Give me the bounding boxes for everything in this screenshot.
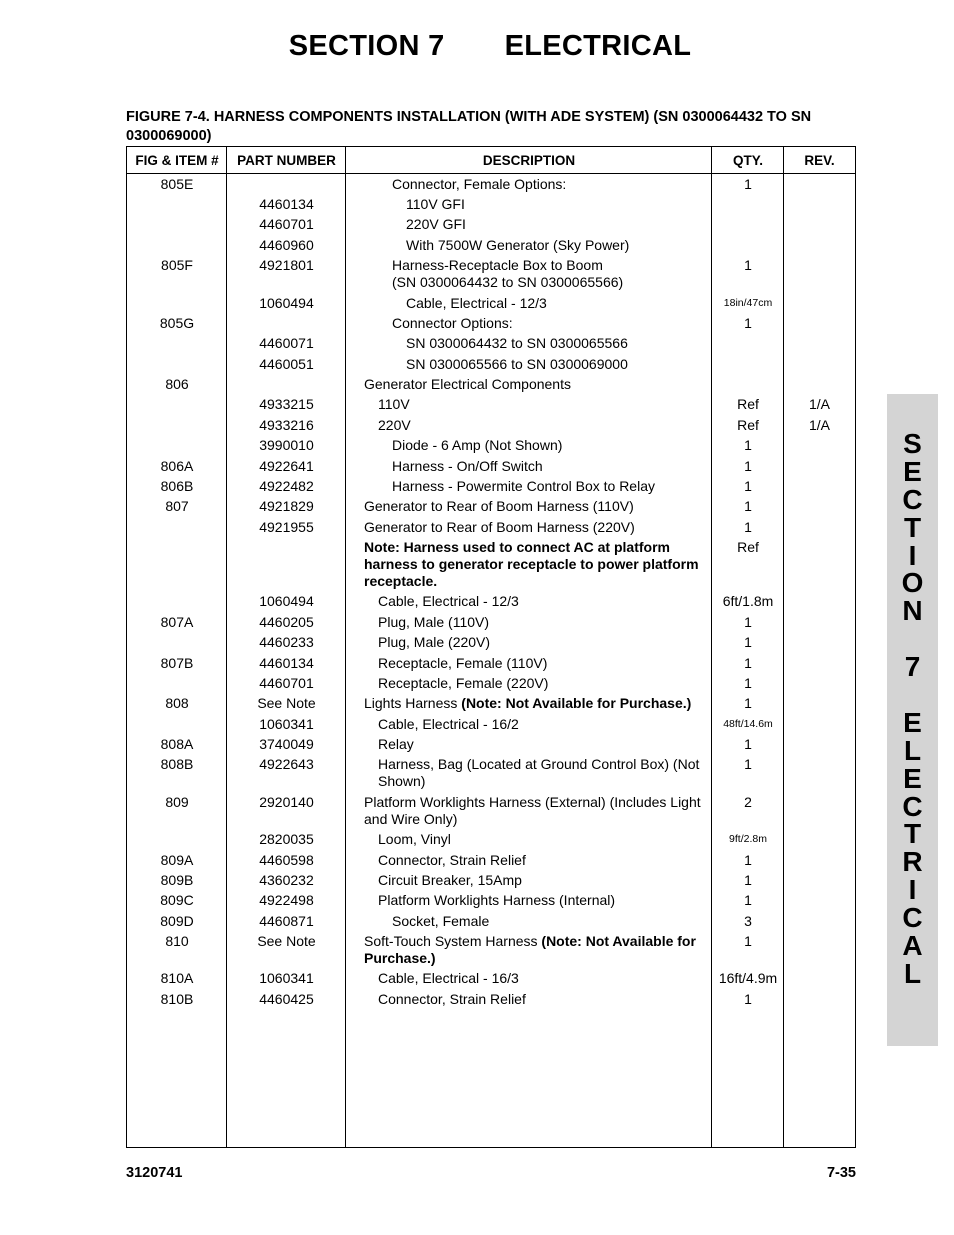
fig-item-cell: 810A [160, 970, 194, 987]
table-row [127, 215, 855, 235]
description-text: Receptacle, Female (110V) [378, 654, 548, 671]
description-cell [346, 478, 712, 495]
rev-cell [784, 892, 855, 909]
rev-cell [784, 519, 855, 536]
description-text: Generator to Rear of Boom Harness (220V) [364, 518, 635, 535]
table-row [127, 830, 855, 850]
description-cell [346, 831, 712, 848]
qty-cell: 1 [744, 695, 752, 712]
fig-item-cell: 808A [160, 736, 194, 753]
description-cell [346, 991, 712, 1008]
table-row [127, 633, 855, 653]
fig-item-cell: 809C [160, 892, 194, 909]
qty-cell: 48ft/14.6m [723, 717, 773, 730]
part-number-cell: 4460051 [259, 355, 314, 372]
rev-cell [784, 675, 855, 692]
table-row [127, 911, 855, 931]
rev-cell [784, 736, 855, 753]
side-tab-letter: N [902, 595, 923, 627]
description-cell [346, 437, 712, 454]
description-text: With 7500W Generator (Sky Power) [406, 236, 630, 253]
qty-cell: 1 [744, 314, 752, 331]
description-text: Connector, Strain Relief [378, 990, 526, 1007]
part-number-cell: See Note [257, 695, 316, 712]
qty-cell: 6ft/1.8m [722, 593, 774, 610]
side-tab-letter: L [903, 734, 922, 766]
fig-item-cell: 806A [160, 457, 194, 474]
part-number-cell: 4921955 [259, 518, 314, 535]
rev-cell [784, 634, 855, 651]
rev-cell [784, 831, 855, 848]
fig-item-cell: 810B [160, 990, 194, 1007]
fig-item-cell: 809D [160, 912, 194, 929]
header-qty: QTY. [732, 152, 763, 168]
qty-cell: 1 [744, 175, 752, 192]
table-row [127, 673, 855, 693]
qty-cell: 1 [744, 736, 752, 753]
rev-cell: 1/A [808, 416, 830, 433]
qty-cell: 1 [744, 851, 752, 868]
description-cell [346, 852, 712, 869]
fig-item-cell: 809A [160, 851, 194, 868]
part-number-cell: 4460134 [259, 654, 314, 671]
fig-item-cell: 806 [165, 376, 189, 393]
table-row [127, 931, 855, 968]
section-title [0, 30, 954, 63]
qty-cell [712, 237, 784, 254]
part-number-cell: 4460071 [259, 335, 314, 352]
fig-item-cell: 807 [165, 498, 189, 515]
fig-item-cell: 805G [159, 314, 195, 331]
qty-cell: 3 [744, 912, 752, 929]
description-text: Harness, Bag (Located at Ground Control Box) (Not Shown) [378, 756, 700, 790]
description-cell [346, 176, 712, 193]
header-description: DESCRIPTION [482, 152, 576, 168]
part-number-cell: 4922498 [259, 892, 314, 909]
qty-cell: 1 [744, 933, 752, 950]
description-cell [346, 756, 712, 790]
part-number-cell [227, 539, 346, 590]
qty-cell [712, 196, 784, 213]
side-tab-letter [887, 681, 938, 709]
description-note: (Note: Not Available for Purchase.) [461, 695, 692, 712]
side-tab-letter: E [903, 762, 922, 794]
table-row [127, 256, 855, 293]
side-tab-letter: R [902, 846, 923, 878]
qty-cell: 1 [744, 518, 752, 535]
part-number-cell: 4460425 [259, 990, 314, 1007]
description-cell [346, 519, 712, 536]
table-row [127, 293, 855, 313]
qty-cell: Ref [737, 539, 759, 556]
table-row [127, 714, 855, 734]
rev-cell [784, 593, 855, 610]
fig-item-cell [127, 356, 227, 373]
table-row [127, 415, 855, 435]
part-number-cell [227, 376, 346, 393]
side-tab-letter [887, 625, 938, 653]
part-number-cell: 4460701 [259, 674, 314, 691]
description-cell [346, 257, 712, 291]
doc-number: 3120741 [126, 1165, 183, 1181]
rev-cell [784, 437, 855, 454]
fig-item-cell [127, 593, 227, 610]
table-row [127, 694, 855, 714]
qty-cell: 1 [744, 871, 752, 888]
description-text: Lights Harness [364, 695, 462, 712]
description-cell [346, 315, 712, 332]
qty-cell [712, 356, 784, 373]
fig-item-cell [127, 237, 227, 254]
table-row [127, 891, 855, 911]
description-text: Loom, Vinyl [378, 831, 451, 848]
section-label: SECTION 7 [288, 30, 445, 62]
part-number-cell: 4933216 [259, 416, 314, 433]
description-text: Platform Worklights Harness (External) (Includes Light and Wire Only) [364, 793, 701, 827]
description-text: Cable, Electrical - 12/3 [378, 593, 519, 610]
description-text: SN 0300064432 to SN 0300065566 [406, 335, 628, 352]
description-text: Diode - 6 Amp (Not Shown) [392, 437, 563, 454]
part-number-cell: 1060341 [259, 715, 314, 732]
part-number-cell: 4922643 [259, 756, 314, 773]
description-cell [346, 716, 712, 733]
qty-cell [712, 335, 784, 352]
qty-cell: Ref [737, 396, 759, 413]
fig-item-cell: 809B [160, 871, 194, 888]
rev-cell [784, 655, 855, 672]
description-note: Note: Harness used to connect AC at platform harness to generator receptacle to power platform receptacle. [364, 539, 699, 590]
header-part-number: PART NUMBER [237, 152, 336, 168]
qty-cell: 1 [744, 674, 752, 691]
description-cell [346, 614, 712, 631]
description-cell [346, 872, 712, 889]
table-row [127, 395, 855, 415]
rev-cell [784, 872, 855, 889]
description-text: Cable, Electrical - 16/3 [378, 970, 519, 987]
description-text: Harness-Receptacle Box to Boom (SN 0300064432 to SN 0300065566) [392, 257, 624, 291]
rev-cell [784, 478, 855, 495]
description-text: Circuit Breaker, 15Amp [378, 871, 522, 888]
table-row [127, 870, 855, 890]
description-cell [346, 498, 712, 515]
description-cell [346, 675, 712, 692]
side-tab-letter: E [903, 455, 922, 487]
rev-cell [784, 257, 855, 291]
qty-cell: 1 [744, 654, 752, 671]
part-number-cell: 4922641 [259, 457, 314, 474]
rev-cell [784, 852, 855, 869]
fig-item-cell [127, 831, 227, 848]
side-tab-letter: C [902, 902, 923, 934]
table-row [127, 517, 855, 537]
description-text: Relay [378, 736, 414, 753]
part-number-cell: 3740049 [259, 736, 314, 753]
side-tab-letter: S [903, 428, 922, 459]
table-header [127, 147, 855, 174]
page-number: 7-35 [826, 1165, 856, 1181]
rev-cell [784, 970, 855, 987]
rev-cell [784, 614, 855, 631]
rev-cell [784, 176, 855, 193]
description-text: 220V [378, 416, 411, 433]
part-number-cell: 4460871 [259, 912, 314, 929]
table-row [127, 354, 855, 374]
table-row [127, 313, 855, 333]
table-row [127, 734, 855, 754]
fig-item-cell [127, 295, 227, 312]
part-number-cell: 4460205 [259, 613, 314, 630]
description-cell [346, 892, 712, 909]
qty-cell: 1 [744, 257, 752, 274]
description-cell [346, 695, 712, 712]
rev-cell [784, 376, 855, 393]
qty-cell: 1 [744, 498, 752, 515]
description-note: (Note: Not Available for Purchase.) [364, 933, 696, 967]
table-row [127, 476, 855, 496]
part-number-cell: 1060494 [259, 593, 314, 610]
rev-cell [784, 498, 855, 515]
description-text: Soft-Touch System Harness [364, 933, 542, 950]
fig-item-cell [127, 216, 227, 233]
description-cell [346, 539, 712, 590]
description-cell [346, 970, 712, 987]
description-cell [346, 634, 712, 651]
description-text: Harness - On/Off Switch [392, 457, 543, 474]
section-side-tab [887, 394, 938, 1046]
description-text: 220V GFI [406, 216, 466, 233]
rev-cell [784, 458, 855, 475]
description-cell [346, 396, 712, 413]
table-row [127, 174, 855, 194]
rev-cell [784, 196, 855, 213]
description-cell [346, 593, 712, 610]
fig-item-cell: 809 [165, 793, 189, 810]
table-row [127, 989, 855, 1009]
part-number-cell: 4460233 [259, 634, 314, 651]
description-cell [346, 196, 712, 213]
description-text: Generator Electrical Components [364, 376, 571, 393]
description-cell [346, 237, 712, 254]
description-text: SN 0300065566 to SN 0300069000 [406, 355, 628, 372]
part-number-cell: 4921829 [259, 498, 314, 515]
side-tab-letter: C [902, 483, 923, 515]
qty-cell: 1 [744, 457, 752, 474]
fig-item-cell [127, 335, 227, 352]
part-number-cell: 4460960 [259, 236, 314, 253]
description-cell [346, 335, 712, 352]
part-number-cell: 4933215 [259, 396, 314, 413]
part-number-cell: 3990010 [259, 437, 314, 454]
description-text: Plug, Male (220V) [378, 634, 491, 651]
table-row [127, 456, 855, 476]
fig-item-cell [127, 716, 227, 733]
description-text: Connector, Female Options: [392, 175, 567, 192]
description-text: Cable, Electrical - 12/3 [406, 294, 547, 311]
description-text: Plug, Male (110V) [378, 613, 490, 630]
side-tab-letter: C [902, 790, 923, 822]
fig-item-cell [127, 396, 227, 413]
fig-item-cell [127, 196, 227, 213]
part-number-cell: 4360232 [259, 871, 314, 888]
table-row [127, 537, 855, 591]
fig-item-cell: 806B [160, 477, 194, 494]
part-number-cell: 2920140 [259, 793, 314, 810]
qty-cell [712, 376, 784, 393]
qty-cell: Ref [737, 416, 759, 433]
figure-title: FIGURE 7-4. HARNESS COMPONENTS INSTALLATION (WITH ADE SYSTEM) (SN 0300064432 TO SN 0300069000) [126, 109, 812, 144]
description-cell [346, 794, 712, 828]
qty-cell: 1 [744, 613, 752, 630]
table-row [127, 235, 855, 255]
qty-cell: 9ft/2.8m [729, 833, 767, 846]
table-row [127, 436, 855, 456]
table-row [127, 792, 855, 829]
rev-cell [784, 933, 855, 967]
fig-item-cell [127, 634, 227, 651]
fig-item-cell [127, 417, 227, 434]
part-number-cell: 1060341 [259, 970, 314, 987]
header-rev: REV. [804, 152, 835, 168]
parts-table [126, 146, 856, 1148]
description-text: Platform Worklights Harness (Internal) [378, 892, 616, 909]
description-cell [346, 295, 712, 312]
description-text: Socket, Female [392, 912, 490, 929]
rev-cell [784, 716, 855, 733]
description-text: Receptacle, Female (220V) [378, 674, 549, 691]
fig-item-cell: 810 [165, 933, 189, 950]
description-cell [346, 216, 712, 233]
table-body [127, 174, 855, 1010]
table-row [127, 497, 855, 517]
side-tab-letter: T [903, 818, 922, 850]
fig-item-cell: 805F [161, 257, 193, 274]
part-number-cell: 4460701 [259, 216, 314, 233]
rev-cell [784, 756, 855, 790]
side-tab-letter: A [902, 930, 923, 962]
description-cell [346, 356, 712, 373]
description-text: Generator to Rear of Boom Harness (110V) [364, 498, 634, 515]
rev-cell [784, 335, 855, 352]
qty-cell: 1 [744, 634, 752, 651]
description-cell [346, 376, 712, 393]
description-cell [346, 655, 712, 672]
rev-cell [784, 216, 855, 233]
table-row [127, 612, 855, 632]
part-number-cell: 1060494 [259, 294, 314, 311]
qty-cell: 1 [744, 756, 752, 773]
description-text: Harness - Powermite Control Box to Relay [392, 477, 655, 494]
fig-item-cell: 808 [165, 695, 189, 712]
part-number-cell: 4921801 [259, 257, 314, 274]
rev-cell [784, 237, 855, 254]
description-text: Connector Options: [392, 314, 513, 331]
fig-item-cell: 807B [160, 654, 194, 671]
description-cell [346, 417, 712, 434]
qty-cell: 1 [744, 892, 752, 909]
table-row [127, 592, 855, 612]
fig-item-cell [127, 519, 227, 536]
side-tab-letter: I [908, 874, 917, 906]
table-row [127, 969, 855, 989]
rev-cell [784, 356, 855, 373]
qty-cell [712, 216, 784, 233]
section-name: ELECTRICAL [504, 30, 692, 62]
qty-cell: 18in/47cm [723, 296, 773, 309]
rev-cell [784, 991, 855, 1008]
fig-item-cell [127, 539, 227, 590]
description-cell [346, 458, 712, 475]
table-row [127, 653, 855, 673]
part-number-cell: See Note [257, 933, 316, 950]
description-text: Cable, Electrical - 16/2 [378, 715, 519, 732]
table-row [127, 374, 855, 394]
fig-item-cell [127, 675, 227, 692]
rev-cell [784, 794, 855, 828]
fig-item-cell: 805E [160, 175, 194, 192]
part-number-cell: 4460598 [259, 851, 314, 868]
rev-cell [784, 295, 855, 312]
table-row [127, 850, 855, 870]
rev-cell [784, 315, 855, 332]
qty-cell: 2 [744, 793, 752, 810]
part-number-cell [227, 315, 346, 332]
part-number-cell [227, 176, 346, 193]
fig-item-cell: 808B [160, 756, 194, 773]
description-cell [346, 933, 712, 967]
qty-cell: 16ft/4.9m [718, 970, 778, 987]
description-cell [346, 913, 712, 930]
description-text: 110V GFI [406, 196, 465, 213]
table-row [127, 334, 855, 354]
description-text: Connector, Strain Relief [378, 851, 526, 868]
qty-cell: 1 [744, 990, 752, 1007]
table-row [127, 755, 855, 792]
description-text: 110V [378, 396, 410, 413]
side-tab-letter: T [903, 511, 922, 543]
description-cell [346, 736, 712, 753]
qty-cell: 1 [744, 477, 752, 494]
part-number-cell: 4922482 [259, 477, 314, 494]
rev-cell [784, 539, 855, 590]
rev-cell: 1/A [808, 396, 830, 413]
header-fig-item: FIG & ITEM # [135, 152, 219, 168]
side-tab-letter: L [903, 957, 922, 989]
rev-cell [784, 695, 855, 712]
table-row [127, 194, 855, 214]
qty-cell: 1 [744, 437, 752, 454]
fig-item-cell [127, 437, 227, 454]
part-number-cell: 2820035 [259, 831, 314, 848]
side-tab-letter: O [901, 567, 924, 599]
part-number-cell: 4460134 [259, 196, 314, 213]
side-tab-letter: E [903, 706, 922, 738]
rev-cell [784, 913, 855, 930]
side-tab-letter: 7 [904, 651, 921, 683]
side-tab-letter: I [908, 539, 917, 571]
fig-item-cell: 807A [160, 613, 194, 630]
